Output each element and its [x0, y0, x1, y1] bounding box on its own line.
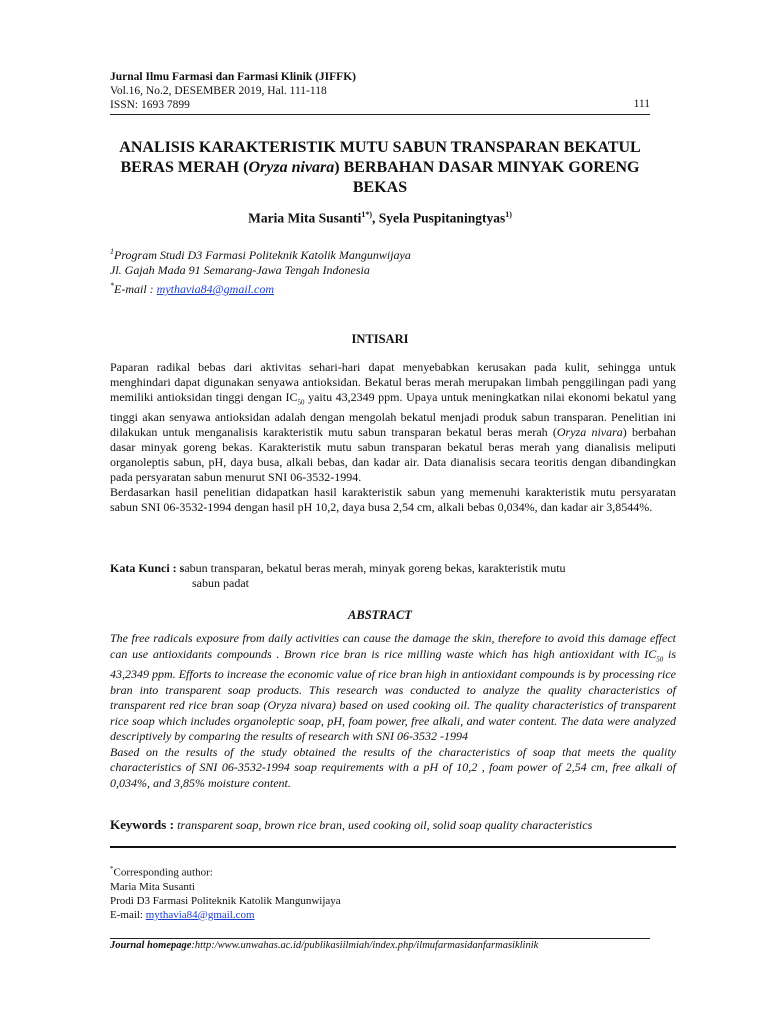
affil-sup-1: 1: [110, 247, 114, 256]
intisari-paragraph-1: [110, 360, 676, 485]
abstract-paragraph-1: [110, 631, 676, 745]
intisari-p1-a: Paparan radikal bebas dari aktivitas sehari-hari dapat menyebabkan kerusakan pada kulit, sehingga untuk menghindari dapat digunakan senyawa antioksidan. Bekatul beras merah merupakan limbah penggilingan padi yang memiliki antioksidan tinggi dengan IC: [110, 360, 676, 404]
kata-kunci: [110, 561, 676, 591]
corr-name: Maria Mita Susanti: [110, 880, 195, 893]
kata-kunci-bold-letter: s: [179, 561, 185, 575]
corr-email-link[interactable]: mythavia84@gmail.com: [145, 908, 255, 921]
corr-sup: *: [110, 865, 114, 873]
keywords: [110, 817, 676, 833]
intisari-ic-sub: 50: [297, 398, 305, 407]
header-divider: [110, 114, 650, 115]
article-title: [110, 138, 650, 198]
title-part1: ANALISIS KARAKTERISTIK MUTU SABUN TRANSPARAN BEKATUL BERAS MERAH (: [119, 139, 641, 176]
affil-line-1: Program Studi D3 Farmasi Politeknik Katolik Mangunwijaya: [114, 248, 411, 262]
abstract-p1-a: The free radicals exposure from daily activities can cause the damage the skin, therefore to avoid this damage effect can use antioxidants compounds . Brown rice bran is rice milling waste which has high antioxidant with IC: [110, 631, 676, 661]
intisari-paragraph-2: Berdasarkan hasil penelitian didapatkan hasil karakteristik sabun yang memenuhi karakteristik mutu persyaratan sabun SNI 06-3532-1994 dengan hasil pH 10,2, daya busa 2,54 cm, alkali bebas 0,034%, dan kadar air 3,8544%.: [110, 485, 676, 515]
author-2-sup: 1): [505, 210, 512, 219]
author-2: Syela Puspitaningtyas: [378, 210, 506, 226]
affil-line-2: Jl. Gajah Mada 91 Semarang-Jawa Tengah Indonesia: [110, 263, 370, 277]
journal-footer: [110, 940, 670, 951]
intisari-body: [110, 360, 676, 515]
journal-header: [110, 70, 650, 112]
abstract-paragraph-2: Based on the results of the study obtained the results of the characteristics of soap that meets the quality characteristics of SNI 06-3532-1994 soap requirements with a pH of 10,2 , foam power of 2,54 cm, free alkali of 0,034%, and 3,85% moisture content.: [110, 744, 676, 790]
author-list: [110, 210, 650, 227]
corr-email-label: E-mail:: [110, 908, 146, 921]
intisari-p1-b: yaitu 43,2349 ppm. Upaya untuk meningkatkan nilai ekonomi bekatul yang tinggi akan senyawa antioksidan adalah dengan mengolah bekatul menjadi produk sabun transparan. Penelitian ini dilakukan untuk menganalisis karakteristik mutu sabun transparan bekatul beras merah (: [110, 390, 676, 440]
corr-label: Corresponding author:: [113, 866, 213, 879]
title-species: Oryza nivara: [248, 159, 335, 176]
title-part2: ) BERBAHAN DASAR MINYAK GORENG BEKAS: [334, 159, 640, 196]
author-separator: ,: [372, 210, 379, 226]
section-divider: [110, 846, 676, 848]
corresponding-author: [110, 862, 650, 922]
footer-url[interactable]: :http:/www.unwahas.ac.id/publikasiilmiah/index.php/ilmufarmasidanfarmasiklinik: [191, 940, 539, 951]
journal-volume: Vol.16, No.2, DESEMBER 2019, Hal. 111-118: [110, 85, 327, 97]
corr-institution: Prodi D3 Farmasi Politeknik Katolik Mangunwijaya: [110, 894, 341, 907]
author-1-sup: 1*): [361, 210, 373, 219]
abstract-p1-b: is 43,2349 ppm. Efforts to increase the economic value of rice bran high in antioxidant compounds is by processing rice bran into transparent soap products. This research was conducted to analyze the quality characteristics of transparent red rice bran soap (Oryza nivara) based on used cooking oil. The quality characteristics of transparent rice soap which includes organoleptic soap, pH, foam power, free alkali, and water content. The data were analyzed descriptively by comparing the results of research with SNI 06-3532 -1994: [110, 646, 676, 744]
footer-label: Journal homepage: [110, 940, 192, 951]
intisari-p1-c: ) berbahan dasar minyak goreng bekas. Karakteristik mutu sabun transparan bekatul beras merah yang dianalisis meliputi organoleptis sabun, pH, daya busa, alkali bebas, dan kadar air. Data dianalisis secara teoritis dengan dibandingkan pada persyaratan sabun menurut SNI 06-3532-1994.: [110, 425, 676, 485]
abstract-ic-sub: 50: [656, 654, 664, 663]
affil-email-link[interactable]: mythavia84@gmail.com: [156, 282, 275, 296]
footer-divider: [110, 938, 650, 939]
author-1: Maria Mita Susanti: [248, 210, 362, 226]
kata-kunci-label: Kata Kunci :: [110, 561, 180, 575]
affil-email-label: E-mail :: [114, 282, 157, 296]
affiliation: [110, 244, 650, 297]
journal-name: Jurnal Ilmu Farmasi dan Farmasi Klinik (JIFFK): [110, 71, 356, 83]
intisari-heading: INTISARI: [351, 332, 409, 346]
intisari-species: Oryza nivara: [556, 425, 623, 440]
page-number: 111: [633, 98, 650, 110]
abstract-body: [110, 631, 676, 791]
keywords-label: Keywords :: [110, 817, 178, 832]
journal-issn: ISSN: 1693 7899: [110, 99, 190, 111]
keywords-value: transparent soap, brown rice bran, used cooking oil, solid soap quality characteristics: [177, 818, 593, 832]
kata-kunci-line-1: abun transparan, bekatul beras merah, minyak goreng bekas, karakteristik mutu: [184, 561, 566, 575]
kata-kunci-line-2: sabun padat: [192, 576, 249, 590]
abstract-heading: ABSTRACT: [348, 608, 412, 622]
affil-sup-2: *: [110, 281, 114, 290]
